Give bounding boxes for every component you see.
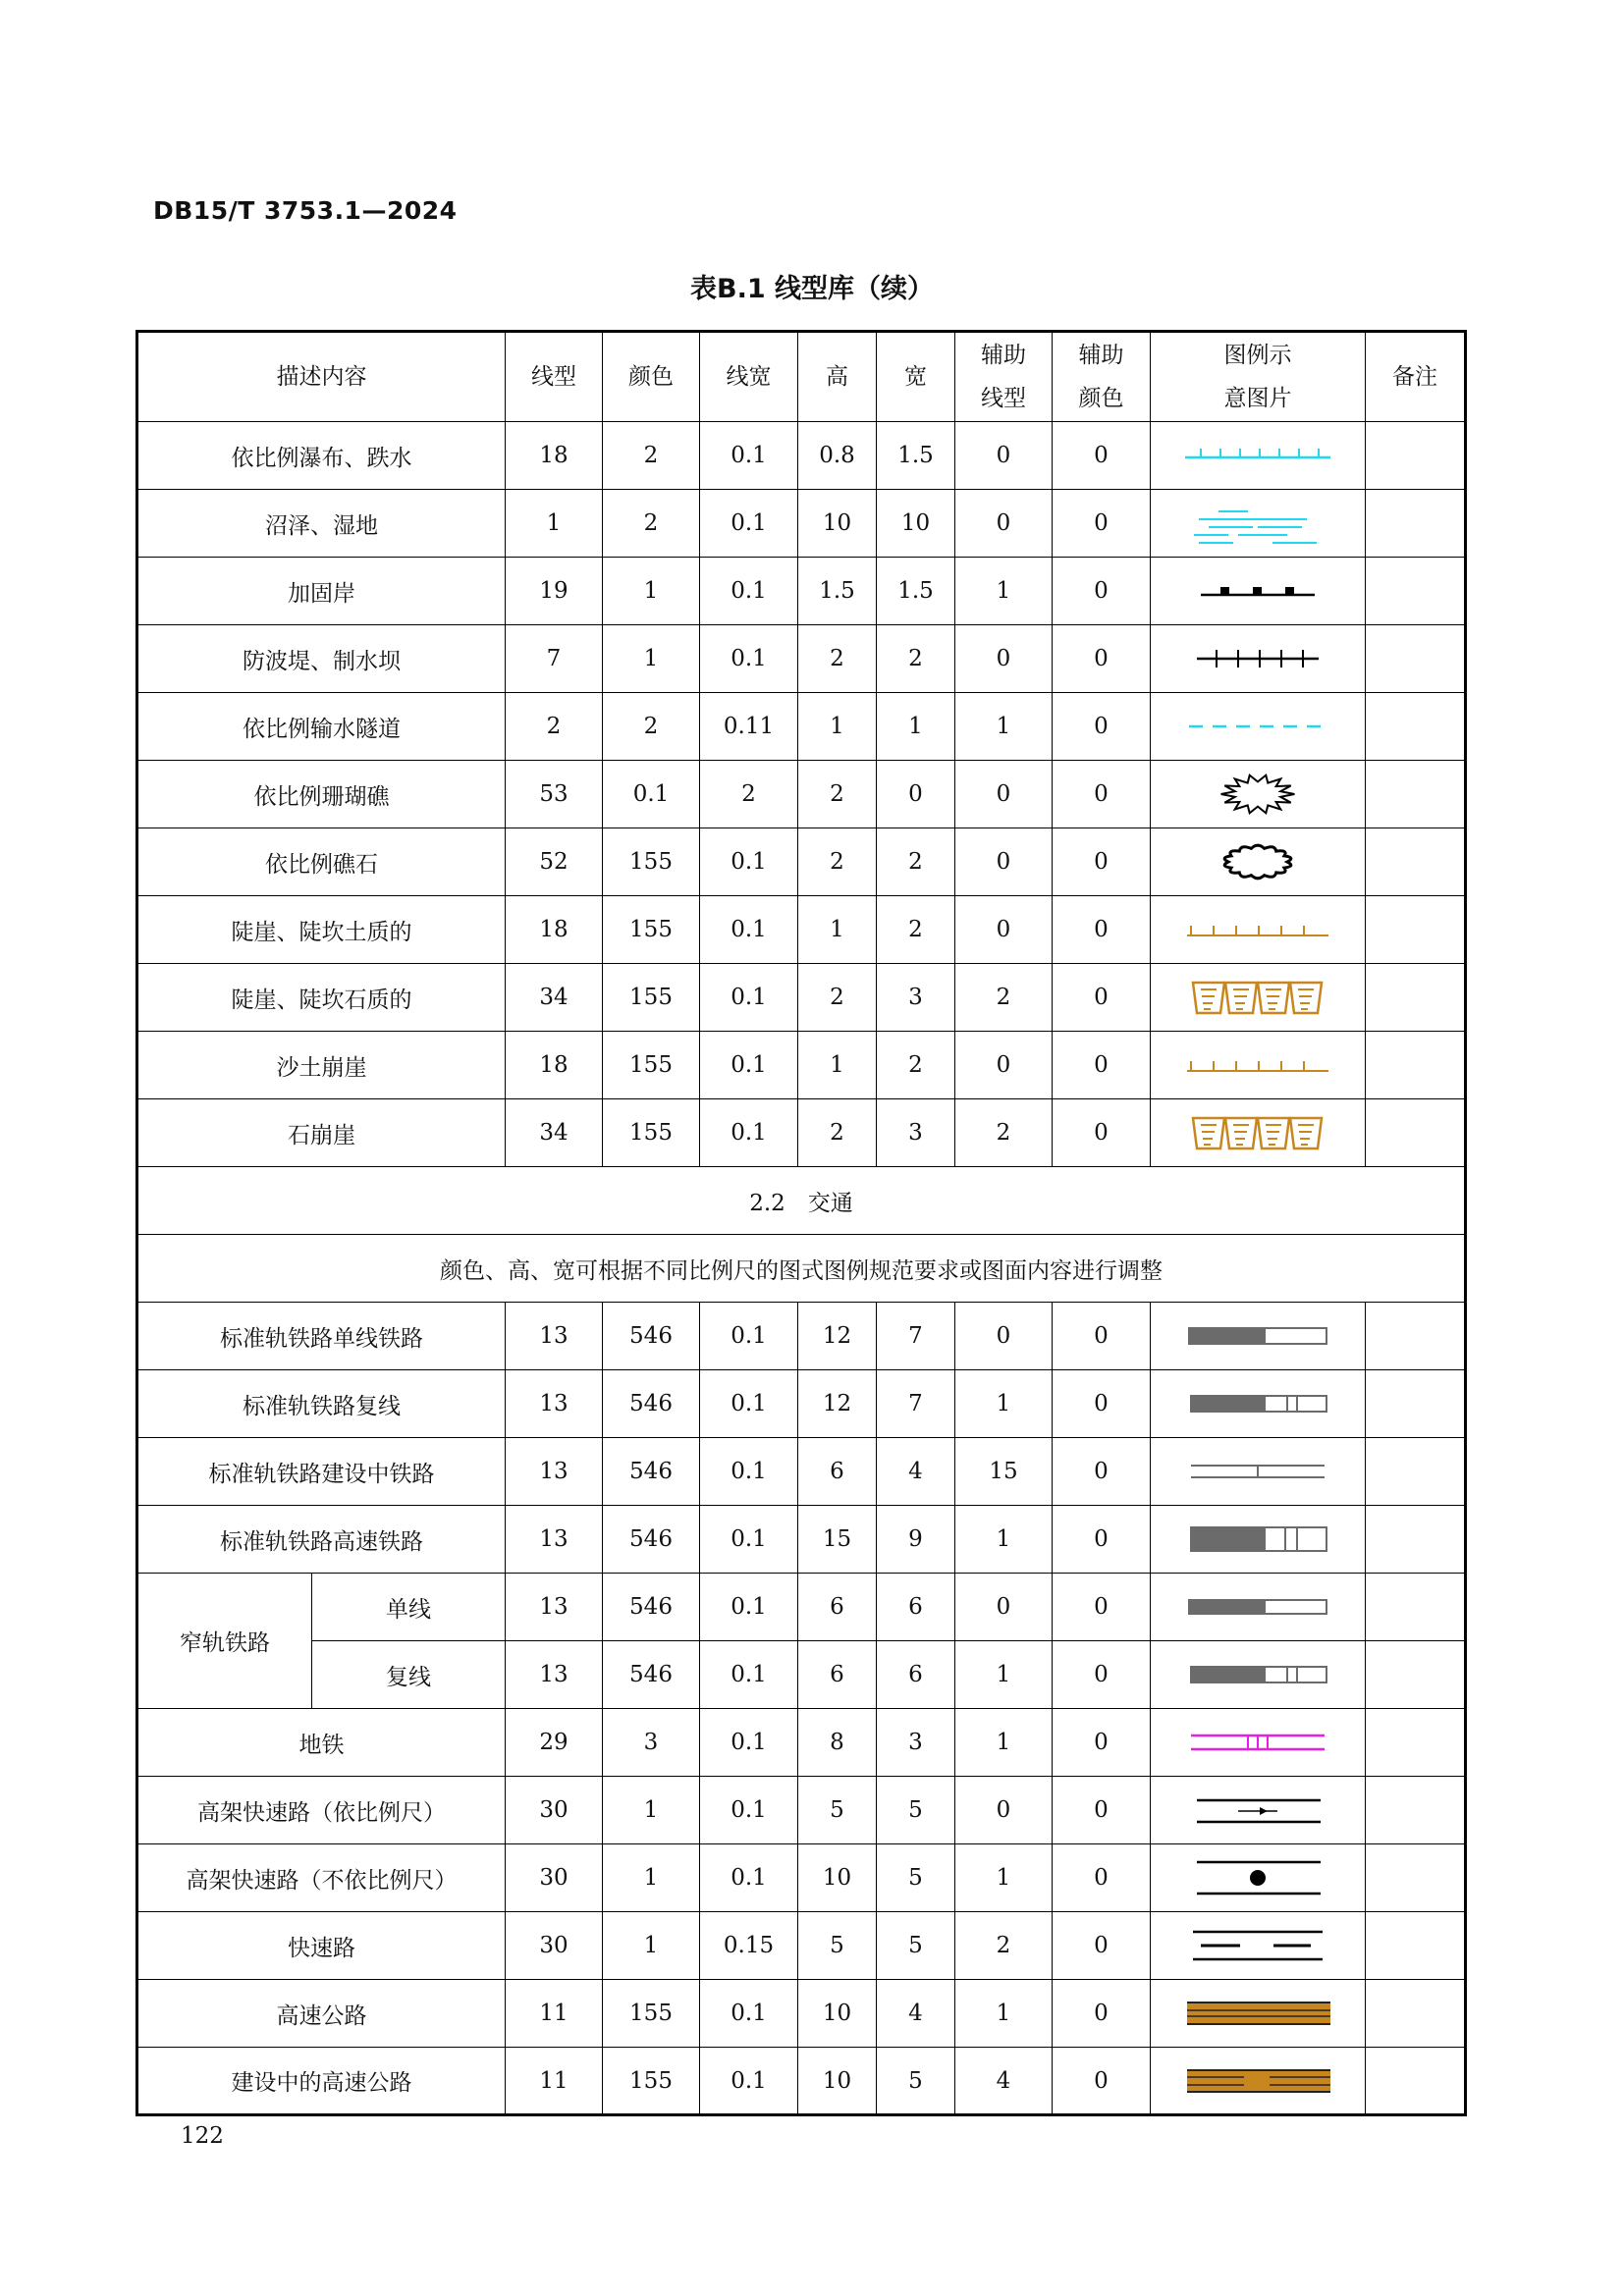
cell-remark (1366, 1912, 1466, 1980)
cell-remark (1366, 1777, 1466, 1844)
cell-remark (1366, 2048, 1466, 2115)
cell-color: 155 (603, 896, 700, 964)
cell-height: 8 (798, 1709, 877, 1777)
cell-linewidth: 0.1 (700, 490, 798, 558)
cell-aux-linetype: 0 (955, 1574, 1053, 1641)
cell-linewidth: 0.1 (700, 1303, 798, 1370)
cell-width: 2 (877, 1032, 955, 1099)
cell-height: 2 (798, 625, 877, 693)
cell-remark (1366, 1370, 1466, 1438)
cell-linetype: 29 (506, 1709, 603, 1777)
cell-aux-linetype: 2 (955, 1912, 1053, 1980)
subway-icon (1151, 1719, 1365, 1766)
cell-aux-linetype: 15 (955, 1438, 1053, 1506)
page-number: 122 (181, 2123, 224, 2149)
cell-aux-linetype: 4 (955, 2048, 1053, 2115)
cell-aux-linetype: 0 (955, 1303, 1053, 1370)
cell-color: 155 (603, 828, 700, 896)
cell-remark (1366, 490, 1466, 558)
cell-aux-linetype: 1 (955, 1980, 1053, 2048)
header-linetype: 线型 (506, 332, 603, 422)
cell-width: 3 (877, 1099, 955, 1167)
cell-width: 5 (877, 2048, 955, 2115)
cell-aux-color: 0 (1053, 1099, 1151, 1167)
cell-linetype: 34 (506, 1099, 603, 1167)
cell-aux-linetype: 1 (955, 558, 1053, 625)
table-row (137, 1032, 1466, 1099)
cell-color: 546 (603, 1641, 700, 1709)
cell-remark (1366, 1641, 1466, 1709)
cell-desc: 沙土崩崖 (137, 1032, 506, 1099)
cell-desc: 地铁 (137, 1709, 506, 1777)
cell-preview (1151, 1912, 1366, 1980)
cell-height: 0.8 (798, 422, 877, 490)
cell-height: 15 (798, 1506, 877, 1574)
header-preview: 图例示 意图片 (1151, 332, 1366, 422)
cell-remark (1366, 558, 1466, 625)
cell-aux-color: 0 (1053, 1777, 1151, 1844)
cell-aux-linetype: 0 (955, 490, 1053, 558)
cell-desc: 依比例珊瑚礁 (137, 761, 506, 828)
high-speed-railway-icon (1151, 1516, 1365, 1563)
cell-width: 2 (877, 828, 955, 896)
cell-preview (1151, 1641, 1366, 1709)
cell-width: 6 (877, 1641, 955, 1709)
cell-aux-linetype: 0 (955, 1032, 1053, 1099)
coral-reef-icon (1151, 771, 1365, 818)
cell-linewidth: 0.1 (700, 1574, 798, 1641)
section-title: 2.2 交通 (137, 1167, 1466, 1235)
cell-linetype: 13 (506, 1506, 603, 1574)
reinforced-bank-icon (1151, 567, 1365, 614)
cell-width: 7 (877, 1303, 955, 1370)
cell-preview (1151, 1303, 1366, 1370)
cell-width: 1 (877, 693, 955, 761)
cell-linewidth: 0.1 (700, 1438, 798, 1506)
cell-linewidth: 0.1 (700, 964, 798, 1032)
cell-width: 4 (877, 1980, 955, 2048)
cell-color: 1 (603, 1844, 700, 1912)
cell-linetype: 30 (506, 1844, 603, 1912)
cell-aux-color: 0 (1053, 558, 1151, 625)
cell-preview (1151, 964, 1366, 1032)
cell-color: 1 (603, 1912, 700, 1980)
reef-rock-icon (1151, 838, 1365, 885)
table-row (137, 761, 1466, 828)
cell-remark (1366, 964, 1466, 1032)
cell-desc: 石崩崖 (137, 1099, 506, 1167)
table-row (137, 1844, 1466, 1912)
table-row (137, 1099, 1466, 1167)
header-aux-linetype: 辅助 线型 (955, 332, 1053, 422)
cell-remark (1366, 1438, 1466, 1506)
cell-height: 2 (798, 761, 877, 828)
cell-height: 1.5 (798, 558, 877, 625)
cell-linetype: 1 (506, 490, 603, 558)
cell-width: 9 (877, 1506, 955, 1574)
cell-aux-color: 0 (1053, 1574, 1151, 1641)
cell-width: 4 (877, 1438, 955, 1506)
cell-aux-linetype: 1 (955, 1641, 1053, 1709)
cell-linetype: 13 (506, 1641, 603, 1709)
cell-desc: 建设中的高速公路 (137, 2048, 506, 2115)
cell-preview (1151, 490, 1366, 558)
cell-height: 5 (798, 1912, 877, 1980)
cell-linewidth: 0.1 (700, 1370, 798, 1438)
table-row (137, 896, 1466, 964)
cell-desc: 陡崖、陡坎土质的 (137, 896, 506, 964)
cell-preview (1151, 1099, 1366, 1167)
expressway-icon (1151, 1922, 1365, 1969)
cell-linetype: 13 (506, 1370, 603, 1438)
cell-linetype: 18 (506, 1032, 603, 1099)
cell-width: 5 (877, 1844, 955, 1912)
cell-height: 10 (798, 1844, 877, 1912)
table-row (137, 1777, 1466, 1844)
cell-remark (1366, 896, 1466, 964)
cell-width: 2 (877, 896, 955, 964)
document-id: DB15/T 3753.1—2024 (153, 196, 458, 225)
cell-aux-color: 0 (1053, 828, 1151, 896)
header-aux-color: 辅助 颜色 (1053, 332, 1151, 422)
cell-linetype: 19 (506, 558, 603, 625)
cell-linetype: 13 (506, 1574, 603, 1641)
cell-aux-color: 0 (1053, 1709, 1151, 1777)
cell-preview (1151, 1980, 1366, 2048)
cell-color: 546 (603, 1438, 700, 1506)
cell-desc: 单线 (312, 1574, 506, 1641)
cell-width: 5 (877, 1777, 955, 1844)
cell-color: 2 (603, 490, 700, 558)
cell-aux-linetype: 0 (955, 828, 1053, 896)
table-row (137, 625, 1466, 693)
narrow-double-railway-icon (1151, 1651, 1365, 1698)
header-row (137, 332, 1466, 422)
elevated-expressway-unscaled-icon (1151, 1854, 1365, 1901)
cell-desc: 复线 (312, 1641, 506, 1709)
cell-preview (1151, 625, 1366, 693)
cell-aux-color: 0 (1053, 2048, 1151, 2115)
narrow-single-railway-icon (1151, 1583, 1365, 1630)
cell-remark (1366, 1506, 1466, 1574)
cell-height: 6 (798, 1574, 877, 1641)
cell-color: 2 (603, 693, 700, 761)
cell-color: 3 (603, 1709, 700, 1777)
sand-landslide-icon (1151, 1041, 1365, 1089)
cell-aux-linetype: 1 (955, 693, 1053, 761)
cell-color: 546 (603, 1370, 700, 1438)
cell-color: 1 (603, 625, 700, 693)
cell-height: 6 (798, 1438, 877, 1506)
cell-color: 546 (603, 1303, 700, 1370)
cell-remark (1366, 1844, 1466, 1912)
cell-aux-linetype: 1 (955, 1370, 1053, 1438)
cell-linetype: 18 (506, 896, 603, 964)
cell-linetype: 52 (506, 828, 603, 896)
cell-height: 10 (798, 490, 877, 558)
narrow-gauge-label: 窄轨铁路 (137, 1574, 312, 1709)
cell-aux-color: 0 (1053, 964, 1151, 1032)
cell-linewidth: 0.1 (700, 2048, 798, 2115)
cell-aux-color: 0 (1053, 693, 1151, 761)
cell-remark (1366, 1303, 1466, 1370)
cell-linewidth: 0.1 (700, 1844, 798, 1912)
cell-aux-linetype: 0 (955, 625, 1053, 693)
cell-desc: 快速路 (137, 1912, 506, 1980)
cell-width: 6 (877, 1574, 955, 1641)
single-railway-icon (1151, 1312, 1365, 1360)
header-remark: 备注 (1366, 332, 1466, 422)
rock-cliff-icon (1151, 974, 1365, 1021)
cell-linewidth: 0.1 (700, 1641, 798, 1709)
cell-preview (1151, 2048, 1366, 2115)
cell-desc: 依比例瀑布、跌水 (137, 422, 506, 490)
cell-remark (1366, 1980, 1466, 2048)
cell-preview (1151, 422, 1366, 490)
cell-height: 1 (798, 1032, 877, 1099)
cell-linewidth: 0.1 (700, 1777, 798, 1844)
cell-height: 2 (798, 828, 877, 896)
cell-width: 1.5 (877, 422, 955, 490)
cell-width: 3 (877, 1709, 955, 1777)
cell-linetype: 13 (506, 1438, 603, 1506)
cell-linetype: 30 (506, 1912, 603, 1980)
table-row (137, 1438, 1466, 1506)
cell-color: 546 (603, 1506, 700, 1574)
cell-height: 6 (798, 1641, 877, 1709)
cell-desc: 高架快速路（依比例尺） (137, 1777, 506, 1844)
cell-linewidth: 0.1 (700, 828, 798, 896)
cell-desc: 标准轨铁路建设中铁路 (137, 1438, 506, 1506)
cell-linetype: 7 (506, 625, 603, 693)
cell-aux-linetype: 1 (955, 1844, 1053, 1912)
cell-height: 10 (798, 2048, 877, 2115)
cell-width: 3 (877, 964, 955, 1032)
section-note: 颜色、高、宽可根据不同比例尺的图式图例规范要求或图面内容进行调整 (137, 1235, 1466, 1303)
cell-aux-linetype: 1 (955, 1709, 1053, 1777)
cell-aux-color: 0 (1053, 625, 1151, 693)
cell-preview (1151, 1574, 1366, 1641)
cell-linewidth: 0.1 (700, 1099, 798, 1167)
water-tunnel-icon (1151, 703, 1365, 750)
cell-aux-linetype: 2 (955, 1099, 1053, 1167)
header-linewidth: 线宽 (700, 332, 798, 422)
cell-linewidth: 0.15 (700, 1912, 798, 1980)
cell-aux-linetype: 0 (955, 1777, 1053, 1844)
table-row (137, 1370, 1466, 1438)
cell-color: 155 (603, 1032, 700, 1099)
cell-color: 546 (603, 1574, 700, 1641)
cell-linetype: 13 (506, 1303, 603, 1370)
cell-linetype: 18 (506, 422, 603, 490)
cell-remark (1366, 1099, 1466, 1167)
cell-linewidth: 0.1 (700, 1709, 798, 1777)
cell-aux-color: 0 (1053, 1032, 1151, 1099)
cell-color: 155 (603, 1099, 700, 1167)
cell-linewidth: 0.11 (700, 693, 798, 761)
table-row (137, 2048, 1466, 2115)
cell-linewidth: 0.1 (700, 1980, 798, 2048)
waterfall-icon (1151, 432, 1365, 479)
header-height: 高 (798, 332, 877, 422)
cell-remark (1366, 828, 1466, 896)
cell-aux-color: 0 (1053, 896, 1151, 964)
cell-remark (1366, 422, 1466, 490)
cell-aux-color: 0 (1053, 1912, 1151, 1980)
cell-width: 0 (877, 761, 955, 828)
cell-linewidth: 0.1 (700, 896, 798, 964)
cell-preview (1151, 1777, 1366, 1844)
cell-desc: 高速公路 (137, 1980, 506, 2048)
cell-linetype: 2 (506, 693, 603, 761)
cell-linetype: 34 (506, 964, 603, 1032)
cell-linewidth: 0.1 (700, 422, 798, 490)
cell-preview (1151, 1032, 1366, 1099)
earth-cliff-icon (1151, 906, 1365, 953)
railway-under-construction-icon (1151, 1448, 1365, 1495)
cell-aux-color: 0 (1053, 422, 1151, 490)
cell-linetype: 11 (506, 1980, 603, 2048)
cell-color: 155 (603, 1980, 700, 2048)
cell-linetype: 30 (506, 1777, 603, 1844)
table-row (137, 1574, 1466, 1641)
cell-linewidth: 0.1 (700, 625, 798, 693)
cell-remark (1366, 693, 1466, 761)
cell-remark (1366, 1709, 1466, 1777)
table-row (137, 964, 1466, 1032)
marsh-icon (1151, 500, 1365, 547)
table-row (137, 828, 1466, 896)
highway-icon (1151, 1990, 1365, 2037)
breakwater-icon (1151, 635, 1365, 682)
cell-width: 1.5 (877, 558, 955, 625)
cell-preview (1151, 1438, 1366, 1506)
cell-aux-color: 0 (1053, 1980, 1151, 2048)
cell-height: 1 (798, 896, 877, 964)
cell-aux-linetype: 0 (955, 761, 1053, 828)
cell-remark (1366, 1574, 1466, 1641)
cell-aux-linetype: 2 (955, 964, 1053, 1032)
cell-preview (1151, 828, 1366, 896)
cell-desc: 沼泽、湿地 (137, 490, 506, 558)
cell-preview (1151, 693, 1366, 761)
cell-aux-color: 0 (1053, 761, 1151, 828)
cell-aux-color: 0 (1053, 1506, 1151, 1574)
elevated-expressway-scaled-icon (1151, 1787, 1365, 1834)
cell-preview (1151, 558, 1366, 625)
table-row (137, 558, 1466, 625)
cell-desc: 陡崖、陡坎石质的 (137, 964, 506, 1032)
cell-height: 12 (798, 1370, 877, 1438)
table-row (137, 1912, 1466, 1980)
cell-linewidth: 2 (700, 761, 798, 828)
table-row (137, 1641, 1466, 1709)
highway-under-construction-icon (1151, 2057, 1365, 2105)
cell-desc: 依比例输水隧道 (137, 693, 506, 761)
cell-preview (1151, 1844, 1366, 1912)
cell-remark (1366, 1032, 1466, 1099)
cell-desc: 标准轨铁路单线铁路 (137, 1303, 506, 1370)
cell-height: 1 (798, 693, 877, 761)
header-width: 宽 (877, 332, 955, 422)
cell-preview (1151, 896, 1366, 964)
cell-preview (1151, 761, 1366, 828)
cell-width: 5 (877, 1912, 955, 1980)
section-note-row (137, 1235, 1466, 1303)
cell-preview (1151, 1506, 1366, 1574)
cell-color: 1 (603, 558, 700, 625)
cell-width: 10 (877, 490, 955, 558)
cell-linetype: 11 (506, 2048, 603, 2115)
cell-preview (1151, 1370, 1366, 1438)
cell-aux-color: 0 (1053, 1641, 1151, 1709)
cell-desc: 标准轨铁路复线 (137, 1370, 506, 1438)
cell-aux-linetype: 0 (955, 422, 1053, 490)
table-row (137, 1303, 1466, 1370)
table-title: 表B.1 线型库（续） (689, 274, 935, 304)
cell-linewidth: 0.1 (700, 558, 798, 625)
linetype-table (135, 330, 1467, 2116)
cell-color: 2 (603, 422, 700, 490)
cell-height: 2 (798, 964, 877, 1032)
cell-desc: 防波堤、制水坝 (137, 625, 506, 693)
cell-remark (1366, 761, 1466, 828)
cell-aux-linetype: 1 (955, 1506, 1053, 1574)
table-row (137, 490, 1466, 558)
cell-aux-color: 0 (1053, 1438, 1151, 1506)
header-color: 颜色 (603, 332, 700, 422)
cell-aux-color: 0 (1053, 1370, 1151, 1438)
header-desc: 描述内容 (137, 332, 506, 422)
cell-height: 10 (798, 1980, 877, 2048)
cell-desc: 标准轨铁路高速铁路 (137, 1506, 506, 1574)
cell-color: 155 (603, 2048, 700, 2115)
cell-aux-color: 0 (1053, 1303, 1151, 1370)
cell-remark (1366, 625, 1466, 693)
cell-preview (1151, 1709, 1366, 1777)
cell-height: 2 (798, 1099, 877, 1167)
table-row (137, 1980, 1466, 2048)
cell-linewidth: 0.1 (700, 1506, 798, 1574)
table-row (137, 1506, 1466, 1574)
cell-height: 5 (798, 1777, 877, 1844)
cell-desc: 高架快速路（不依比例尺） (137, 1844, 506, 1912)
double-railway-icon (1151, 1380, 1365, 1427)
cell-height: 12 (798, 1303, 877, 1370)
cell-color: 0.1 (603, 761, 700, 828)
cell-color: 155 (603, 964, 700, 1032)
cell-color: 1 (603, 1777, 700, 1844)
cell-width: 7 (877, 1370, 955, 1438)
cell-desc: 依比例礁石 (137, 828, 506, 896)
table-row (137, 693, 1466, 761)
cell-aux-color: 0 (1053, 1844, 1151, 1912)
cell-aux-linetype: 0 (955, 896, 1053, 964)
cell-desc: 加固岸 (137, 558, 506, 625)
section-row (137, 1167, 1466, 1235)
cell-aux-color: 0 (1053, 490, 1151, 558)
rock-landslide-icon (1151, 1109, 1365, 1156)
table-row (137, 1709, 1466, 1777)
cell-width: 2 (877, 625, 955, 693)
cell-linetype: 53 (506, 761, 603, 828)
cell-linewidth: 0.1 (700, 1032, 798, 1099)
table-row (137, 422, 1466, 490)
